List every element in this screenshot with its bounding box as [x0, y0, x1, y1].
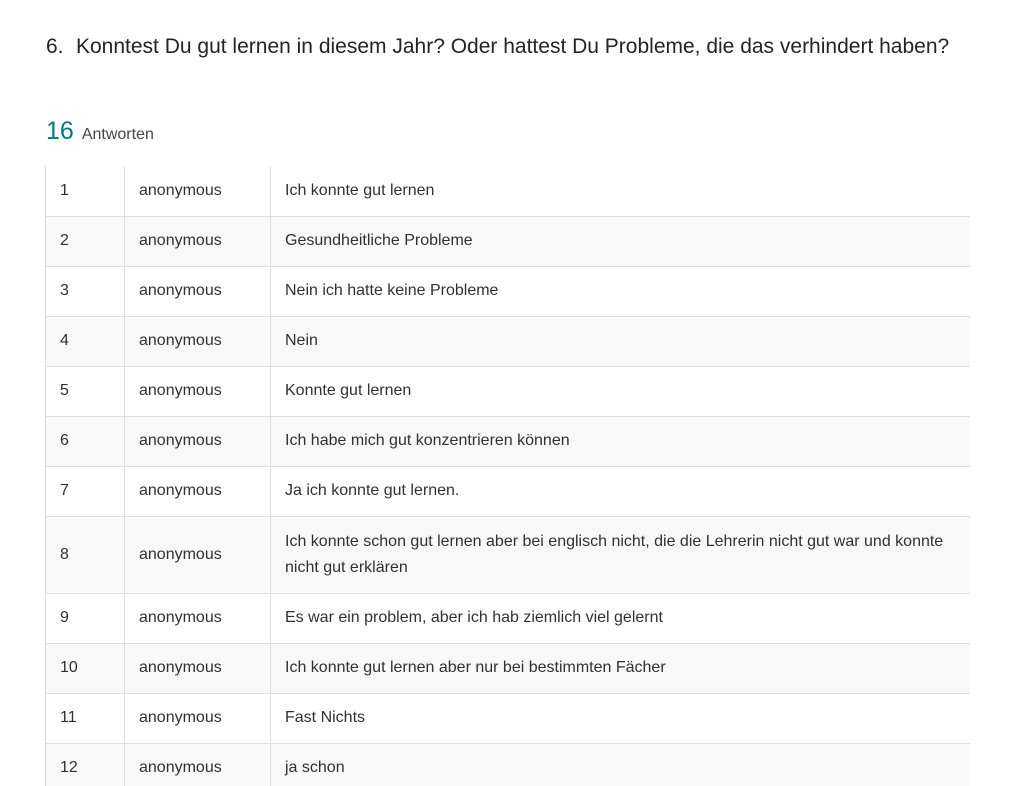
row-number: 1 [46, 166, 125, 216]
response-text: Konnte gut lernen [271, 366, 971, 416]
row-number: 12 [46, 743, 125, 786]
respondent-name: anonymous [125, 693, 271, 743]
table-row [46, 316, 971, 366]
respondent-name: anonymous [125, 743, 271, 786]
responses-table [45, 166, 970, 786]
table-row [46, 743, 971, 786]
question-title [46, 32, 966, 62]
question-number: 6. [46, 35, 64, 58]
response-count-label: Antworten [81, 126, 154, 143]
response-text: Ja ich konnte gut lernen. [271, 466, 971, 516]
respondent-name: anonymous [125, 593, 271, 643]
response-count: 16 [46, 117, 74, 145]
table-row [46, 643, 971, 693]
table-row [46, 266, 971, 316]
respondent-name: anonymous [125, 166, 271, 216]
row-number: 9 [46, 593, 125, 643]
row-number: 8 [46, 516, 125, 593]
table-row [46, 593, 971, 643]
row-number: 7 [46, 466, 125, 516]
response-text: Nein [271, 316, 971, 366]
respondent-name: anonymous [125, 266, 271, 316]
respondent-name: anonymous [125, 366, 271, 416]
response-text: Ich konnte gut lernen [271, 166, 971, 216]
response-text: ja schon [271, 743, 971, 786]
respondent-name: anonymous [125, 466, 271, 516]
response-text: Es war ein problem, aber ich hab ziemlich viel gelernt [271, 593, 971, 643]
respondent-name: anonymous [125, 316, 271, 366]
response-text: Gesundheitliche Probleme [271, 216, 971, 266]
table-row [46, 366, 971, 416]
response-summary [46, 117, 154, 146]
table-row [46, 166, 971, 216]
table-row [46, 466, 971, 516]
row-number: 10 [46, 643, 125, 693]
row-number: 4 [46, 316, 125, 366]
responses-table-container[interactable] [45, 166, 970, 786]
row-number: 3 [46, 266, 125, 316]
table-row [46, 216, 971, 266]
response-text: Nein ich hatte keine Probleme [271, 266, 971, 316]
row-number: 11 [46, 693, 125, 743]
response-text: Ich konnte schon gut lernen aber bei englisch nicht, die die Lehrerin nicht gut war und konnte nicht gut erklären [271, 516, 971, 593]
respondent-name: anonymous [125, 416, 271, 466]
response-text: Fast Nichts [271, 693, 971, 743]
table-row [46, 516, 971, 593]
respondent-name: anonymous [125, 216, 271, 266]
table-row [46, 416, 971, 466]
table-row [46, 693, 971, 743]
response-text: Ich konnte gut lernen aber nur bei bestimmten Fächer [271, 643, 971, 693]
respondent-name: anonymous [125, 516, 271, 593]
question-text: Konntest Du gut lernen in diesem Jahr? Oder hattest Du Probleme, die das verhindert haben? [76, 35, 950, 58]
row-number: 6 [46, 416, 125, 466]
row-number: 5 [46, 366, 125, 416]
row-number: 2 [46, 216, 125, 266]
response-text: Ich habe mich gut konzentrieren können [271, 416, 971, 466]
respondent-name: anonymous [125, 643, 271, 693]
